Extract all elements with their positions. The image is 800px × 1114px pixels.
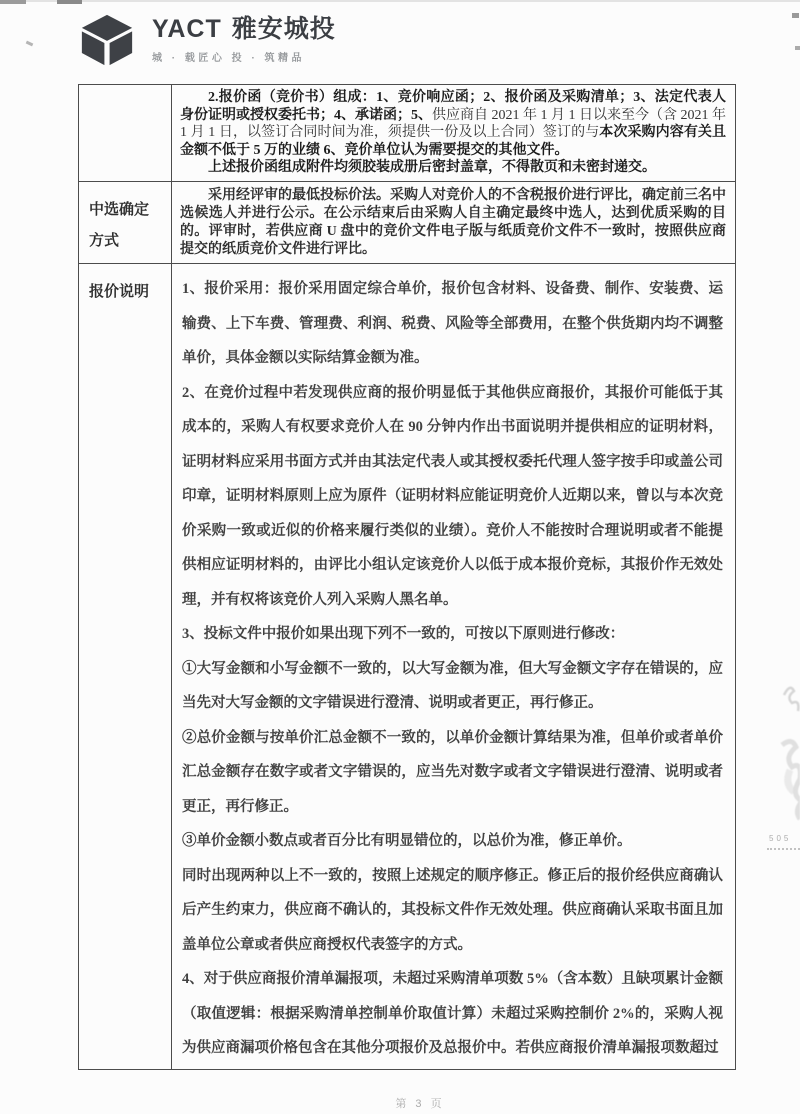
bid-composition-segment-bold: 2.报价函（竞价书）组成：1、竞价响应函；2、报价函及采购清单；3、法定代表人身份证明或授权委托书；4、承诺函；5、 (180, 90, 726, 123)
bid-composition-cell (172, 85, 735, 181)
scan-artifact-mark (26, 41, 34, 47)
brand-en-text: YACT (152, 15, 222, 43)
quote-para-7: 同时出现两种以上不一致的，按照上述规定的顺序修正。修正后的报价经供应商确认后产生约束力，供应商不确认的，其投标文件作无效处理。供应商确认采取书面且加盖单位公章或者供应商授权代表签字的方式。 (182, 867, 723, 953)
quote-para-5: ②总价金额与按单价汇总金额不一致的，以单价金额计算结果为准，但单价或者单价汇总金额存在数字或者文字错误的，应当先对数字或者文字错误进行澄清、说明或者更正，再行修正。 (182, 729, 723, 815)
document-table (78, 84, 736, 1070)
brand-tagline: 城 · 载匠心 投 · 筑精品 (152, 53, 306, 64)
scan-artifact-mark (795, 46, 800, 50)
brand-block (152, 14, 336, 64)
quote-para-3: 3、投标文件中报价如果出现下列不一致的，可按以下原则进行修改： (182, 626, 625, 642)
header-cell-empty (79, 85, 172, 181)
bid-composition-segment-bold2: 本次采购内容有关且金额不低于 5 万的业绩 6、竞价单位认为需要提交的其他文件。 (180, 125, 726, 158)
table-row-selection-method (79, 182, 735, 264)
selection-method-label: 中选确定方式 (79, 182, 172, 263)
stamp-number-text: 505 (769, 834, 792, 843)
page-number: 第 3 页 (395, 1098, 445, 1110)
brand-cn-text: 雅安城投 (231, 15, 336, 43)
sealed-delivery-note: 上述报价函组成附件均须胶装成册后密封盖章，不得散页和未密封递交。 (208, 160, 656, 176)
scan-artifact-strip (57, 0, 82, 4)
quote-para-8: 4、对于供应商报价清单漏报项，未超过采购清单项数 5%（含本数）且缺项累计金额（取值逻辑：根据采购清单控制单价取值计算）未超过采购控制价 2%的，采购人视为供应商漏项价格包含在其他分项报价及总报价中。若供应商报价清单漏报项数超过 (182, 971, 723, 1056)
stamp-underline-mark (767, 848, 800, 850)
quote-para-6: ③单价金额小数点或者百分比有明显错位的，以总价为准，修正单价。 (182, 833, 632, 849)
quotation-notes-cell (172, 264, 735, 1069)
table-row-quotation-notes (79, 264, 735, 1069)
cube-logo-icon (78, 14, 136, 66)
bid-composition-paragraph (180, 89, 726, 159)
bid-composition-segment-normal: 供应商自 2021 年 1 月 1 日以来至今（含 2021 年 1 月 1 日，以签订合同时间为准，须提供一份及以上合同）签订的与 (180, 107, 726, 141)
quote-para-1: 1、报价采用：报价采用固定综合单价，报价包含材料、设备费、制作、安装费、运输费、上下车费、管理费、利润、税费、风险等全部费用，在整个供货期内均不调整单价，具体金额以实际结算金额为准。 (182, 281, 723, 366)
quote-para-2: 2、在竞价过程中若发现供应商的报价明显低于其他供应商报价，其报价可能低于其成本的，采购人有权要求竞价人在 90 分钟内作出书面说明并提供相应的证明材料，证明材料应采用书面方式并由其法定代表人或其授权委托代理人签字按手印或盖公司印章，证明材料原则上应为原件（证明材料应能证明竞价人近期以来，曾以与本次竞价采购一致或近似的价格来履行类似的业绩）。竞价人不能按时合理说明或者不能提供相应证明材料的，由评比小组认定该竞价人以低于成本报价竞标，其报价作无效处理，并有权将该竞价人列入采购人黑名单。 (182, 384, 723, 608)
scan-artifact-mark (792, 13, 799, 18)
scan-artifact-strip (0, 0, 26, 4)
quotation-notes-label: 报价说明 (79, 264, 172, 1069)
company-logo (78, 14, 336, 66)
quote-para-4: ①大写金额和小写金额不一致的，以大写金额为准，但大写金额文字存在错误的，应当先对大写金额的文字错误进行澄清、说明或者更正，再行修正。 (182, 660, 723, 711)
scan-artifact-top-edge (0, 0, 800, 2)
selection-method-text: 采用经评审的最低投标价法。采购人对竞价人的不含税报价进行评比，确定前三名中选候选人并进行公示。在公示结束后由采购人自主确定最终中选人，达到优质采购的目的。评审时，若供应商 U 盘中的竞价文件电子版与纸质竞价文件不一致时，按照供应商提交的纸质竞价文件进行评比。 (180, 188, 726, 257)
selection-method-cell (172, 182, 735, 263)
stamp-fragment-icon (740, 650, 800, 850)
brand-name (152, 14, 336, 44)
table-row-bid-composition (79, 85, 735, 182)
